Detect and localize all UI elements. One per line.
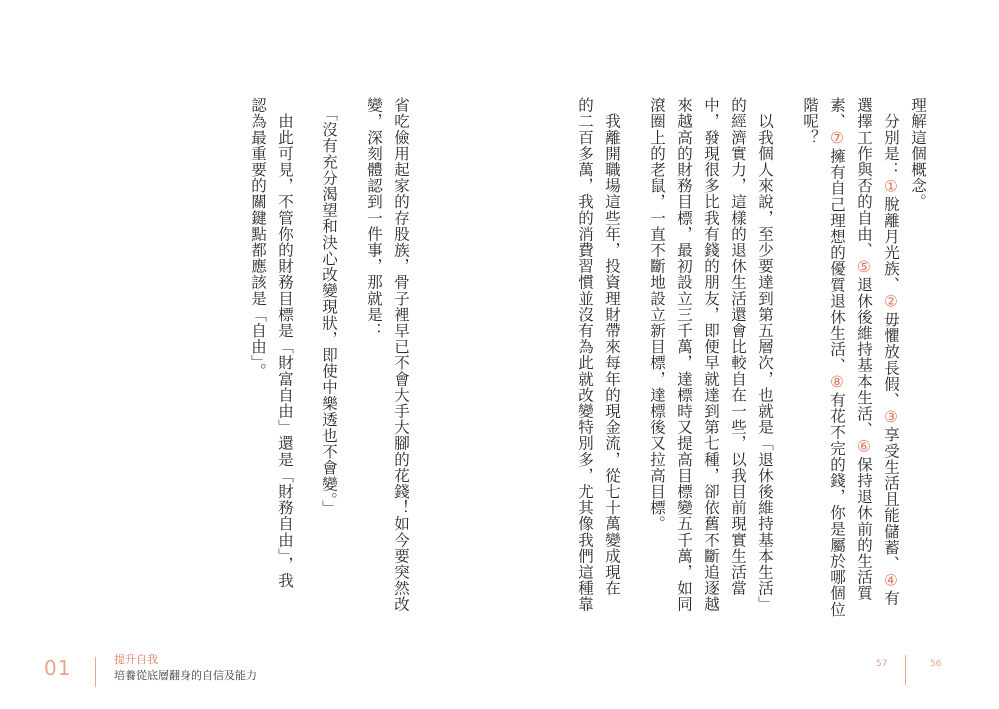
text-run: 中，發現很多比我有錢的朋友，即便早就達到第七種，卻依舊不斷追逐越 bbox=[702, 97, 720, 613]
text-column bbox=[904, 97, 931, 210]
text-run: 享受生活且能儲蓄、 bbox=[882, 426, 900, 572]
circled-number: ② bbox=[882, 292, 900, 312]
text-run: 來越高的財務目標，最初設立三千萬，達標時又提高目標變五千萬，如同 bbox=[675, 97, 693, 613]
text-run: 擁有自己理想的優質退休生活、 bbox=[828, 147, 846, 374]
page-number-left: 57 bbox=[876, 659, 888, 669]
chapter-subtitle: 培養從底層翻身的自信及能力 bbox=[114, 669, 257, 682]
text-run: 認為最重要的關鍵點都應該是「自由」。 bbox=[249, 97, 267, 380]
circled-number: ⑦ bbox=[828, 129, 846, 148]
text-column bbox=[670, 97, 697, 612]
text-run: 階呢？ bbox=[801, 97, 819, 146]
text-run: 素、 bbox=[828, 97, 846, 130]
text-run: 省吃儉用起家的存股族，骨子裡早已不會大手大腳的花錢！如今要突然改 bbox=[392, 97, 410, 613]
text-run: 有花不完的錢，你是屬於哪個位 bbox=[828, 391, 846, 618]
text-run: 理解這個概念。 bbox=[909, 97, 927, 210]
text-run: 脫離月光族、 bbox=[882, 196, 900, 293]
text-column bbox=[315, 97, 342, 516]
text-column bbox=[643, 97, 670, 532]
circled-number: ① bbox=[882, 177, 900, 197]
text-run: 保持退休前的生活質 bbox=[855, 456, 873, 602]
footer-divider bbox=[95, 657, 96, 687]
text-run: 滾圈上的老鼠，一直不斷地設立新目標，達標後又拉高目標。 bbox=[648, 97, 666, 532]
circled-number: ④ bbox=[882, 571, 900, 591]
text-run: 的二百多萬，我的消費習慣並沒有為此就改變特別多，尤其像我們這種靠 bbox=[576, 97, 594, 613]
circled-number: ⑤ bbox=[855, 258, 873, 277]
text-column bbox=[823, 97, 850, 617]
text-column bbox=[598, 97, 625, 596]
text-run: 有 bbox=[882, 590, 900, 607]
text-run: 毋懼放長假、 bbox=[882, 311, 900, 408]
text-column bbox=[724, 97, 751, 596]
text-run: 選擇工作與否的自由、 bbox=[855, 97, 873, 258]
circled-number: ⑧ bbox=[828, 373, 846, 392]
text-column bbox=[796, 97, 823, 145]
chapter-category: 提升自我 bbox=[114, 653, 158, 666]
text-run: 「沒有充分渴望和決心改變現狀，即使中樂透也不會變。」 bbox=[320, 97, 338, 517]
circled-number: ⑥ bbox=[855, 437, 873, 457]
page-number-right: 56 bbox=[930, 659, 942, 669]
text-column bbox=[850, 97, 877, 601]
text-column bbox=[571, 97, 598, 612]
text-column bbox=[271, 97, 298, 588]
text-column bbox=[877, 97, 904, 606]
circled-number: ③ bbox=[882, 407, 900, 427]
text-column bbox=[387, 97, 414, 612]
text-run: 變，深刻體認到一件事，那就是： bbox=[365, 97, 383, 339]
chapter-number: 01 bbox=[44, 656, 72, 680]
text-run: 我離開職場這些年，投資理財帶來每年的現金流，從七十萬變成現在 bbox=[603, 97, 621, 597]
text-run: 的經濟實力，這樣的退休生活還會比較自在一些，以我目前現實生活當 bbox=[729, 97, 747, 597]
text-column bbox=[751, 97, 778, 612]
text-column bbox=[360, 97, 387, 339]
text-run: 以我個人來說，至少要達到第五層次，也就是「退休後維持基本生活」 bbox=[756, 97, 774, 613]
text-column bbox=[244, 97, 271, 379]
text-run: 分別是： bbox=[882, 97, 900, 178]
text-run: 由此可見，不管你的財務目標是「財富自由」還是「財務自由」，我 bbox=[276, 97, 294, 589]
page-number-divider bbox=[905, 655, 906, 685]
text-column bbox=[697, 97, 724, 612]
text-run: 退休後維持基本生活、 bbox=[855, 276, 873, 438]
